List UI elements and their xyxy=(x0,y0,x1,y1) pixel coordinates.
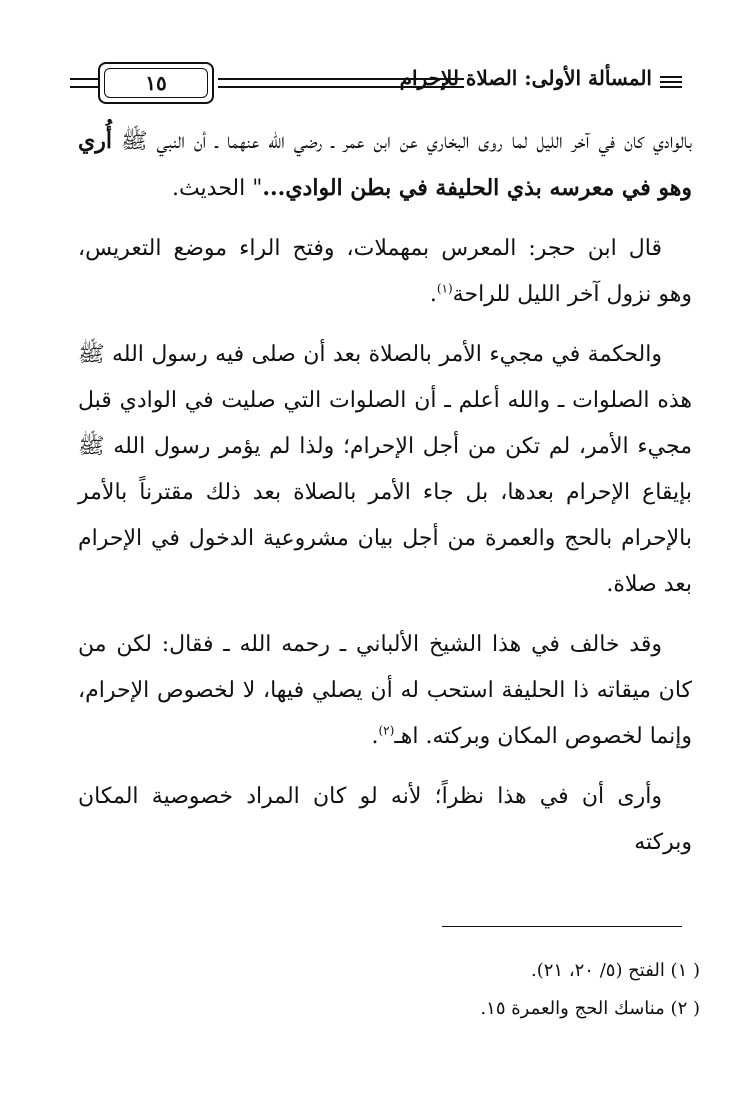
header-ornament-right xyxy=(660,76,682,91)
chapter-title: المسألة الأولى: الصلاة للإحرام xyxy=(399,66,652,90)
paragraph-2: قال ابن حجر: المعرس بمهملات، وفتح الراء موضع التعريس، وهو نزول آخر الليل للراحة$^{(١)}$. xyxy=(78,236,692,307)
footnote-ref-1: (١) xyxy=(436,281,453,296)
page-header xyxy=(70,58,682,112)
paragraph-4: وقد خالف في هذا الشيخ الألباني ـ رحمه الله ـ فقال: لكن من كان ميقاته ذا الحليفة استحب له أن يصلي فيها، لا لخصوص الإحرام، وإنما لخصوص المكان وبركته. اهـ$^{(٢)}$. xyxy=(78,632,692,749)
paragraph-3: والحكمة في مجيء الأمر بالصلاة بعد أن صلى فيه رسول الله ﷺ هذه الصلوات ـ والله أعلم ـ أن الصلوات التي صليت في الوادي قبل مجيء الأمر، لم تكن من أجل الإحرام؛ ولذا لم يؤمر رسول الله ﷺ بإيقاع الإحرام بعدها، بل جاء الأمر بالصلاة بعد ذلك مقترناً بالأمر بالإحرام بالحج والعمرة من أجل بيان مشروعية الدخول في الإحرام بعد صلاة. xyxy=(78,342,692,597)
footnote-1: ( ١) الفتح (٥/ ٢٠، ٢١). xyxy=(531,960,700,981)
footnote-ref-2: (٢) xyxy=(378,723,395,738)
body-text xyxy=(78,118,692,866)
footnotes xyxy=(78,952,700,1028)
footnote-separator xyxy=(442,926,682,927)
header-ornament-left xyxy=(70,78,98,88)
paragraph-1: بالوادي كان في آخر الليل لما روى البخاري عن ابن عمر ـ رضي الله عنهما ـ أن النبي ﷺ أُري وهو في معرسه بذي الحليفة في بطن الوادي..." الحديث. xyxy=(78,128,692,201)
page-number: ١٥ xyxy=(145,71,167,95)
footnote-2: ( ٢) مناسك الحج والعمرة ١٥. xyxy=(480,998,700,1019)
page-number-frame xyxy=(98,62,214,104)
paragraph-5: وأرى أن في هذا نظراً؛ لأنه لو كان المراد خصوصية المكان وبركته xyxy=(78,784,692,855)
